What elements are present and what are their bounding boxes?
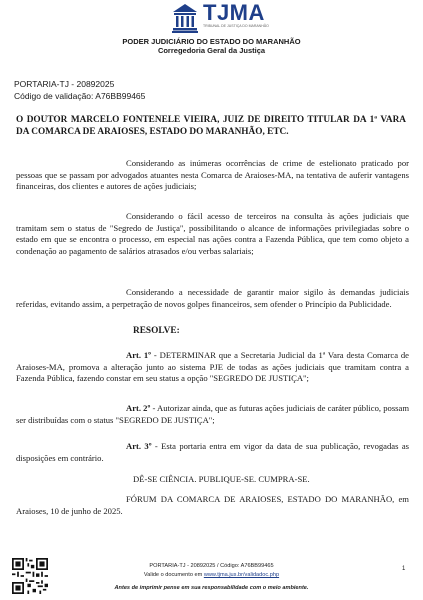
- court-seal-icon: [170, 2, 200, 34]
- article-2-label: Art. 2º: [126, 403, 151, 413]
- article-2: [16, 403, 409, 426]
- validation-code: Código de validação: A76BB99465: [14, 91, 146, 101]
- footer-document-id: PORTARIA-TJ - 20892025 / Código: A76BB99465: [149, 563, 274, 569]
- article-1-label: Art. 1º: [126, 350, 152, 360]
- paragraph-2: Considerando o fácil acesso de terceiros na consulta às ações judiciais que tramitam sem o status de "Segredo de Justiça", possibilitando o alcance de informações privilegiadas sobre o estado em que se encontra o processo, em especial nas ações contra a Fazenda Pública, que tem como objeto a condenação ao pagamento de salários atrasados e/ou verbas salariais;: [16, 211, 409, 256]
- article-1: [16, 350, 409, 385]
- closing-line: DÊ-SE CIÊNCIA. PUBLIQUE-SE. CUMPRA-SE.: [133, 474, 310, 484]
- paragraph-1: Considerando as inúmeras ocorrências de crime de estelionato praticado por pessoas que se passam por advogados atuantes nesta Comarca de Araioses-MA, na tentativa de auferir vantagens financeiras, dos clientes e autores de ações judiciais;: [16, 158, 409, 192]
- article-1-text: - DETERMINAR que a Secretaria Judicial da 1ª Vara desta Comarca de Araioses-MA, promova a alteração junto ao sistema PJE de todas as ações judiciais que tramitam contra a Fazenda Pública, fazendo constar em seu status a opção "SEGREDO DE JUSTIÇA";: [16, 350, 409, 384]
- logo-subtitle: TRIBUNAL DE JUSTIÇA DO MARANHÃO: [203, 24, 269, 28]
- portaria-id: PORTARIA-TJ - 20892025: [14, 79, 115, 89]
- footer-environment-note: Antes de imprimir pense em sua responsabilidade com o meio ambiente.: [114, 585, 309, 591]
- validation-link[interactable]: www.tjma.jus.br/validadoc.php: [203, 572, 280, 578]
- resolve-heading: RESOLVE:: [133, 326, 180, 336]
- place-date: FÓRUM DA COMARCA DE ARAIOSES, ESTADO DO MARANHÃO, em Araioses, 10 de junho de 2025.: [16, 494, 409, 516]
- court-department: Corregedoria Geral da Justiça: [157, 46, 266, 55]
- article-3-text: - Esta portaria entra em vigor da data de sua publicação, revogadas as disposições em contrário.: [16, 441, 409, 463]
- article-3-label: Art. 3º: [126, 441, 152, 451]
- article-2-text: - Autorizar ainda, que as futuras ações judiciais de caráter público, possam ser distribuídas com o status "SEGREDO DE JUSTIÇA";: [16, 403, 410, 425]
- document-heading: O DOUTOR MARCELO FONTENELE VIEIRA, JUIZ DE DIREITO TITULAR DA 1ª VARA DA COMARCA DE ARAIOSES, ESTADO DO MARANHÃO, ETC.: [16, 115, 406, 137]
- paragraph-3: Considerando a necessidade de garantir maior sigilo às demandas judiciais referidas, evitando assim, a perpetração de novos golpes financeiros, sem ofender o Princípio da Publicidade.: [16, 287, 409, 309]
- footer-validation-prefix: Valide o documento em: [143, 572, 204, 578]
- court-name: PODER JUDICIÁRIO DO ESTADO DO MARANHÃO: [122, 37, 301, 46]
- page-number: 1: [402, 566, 406, 572]
- tjma-logo: [170, 2, 280, 36]
- article-3: [16, 441, 409, 464]
- logo-text: TJMA: [203, 0, 265, 25]
- footer-validation: [0, 572, 423, 578]
